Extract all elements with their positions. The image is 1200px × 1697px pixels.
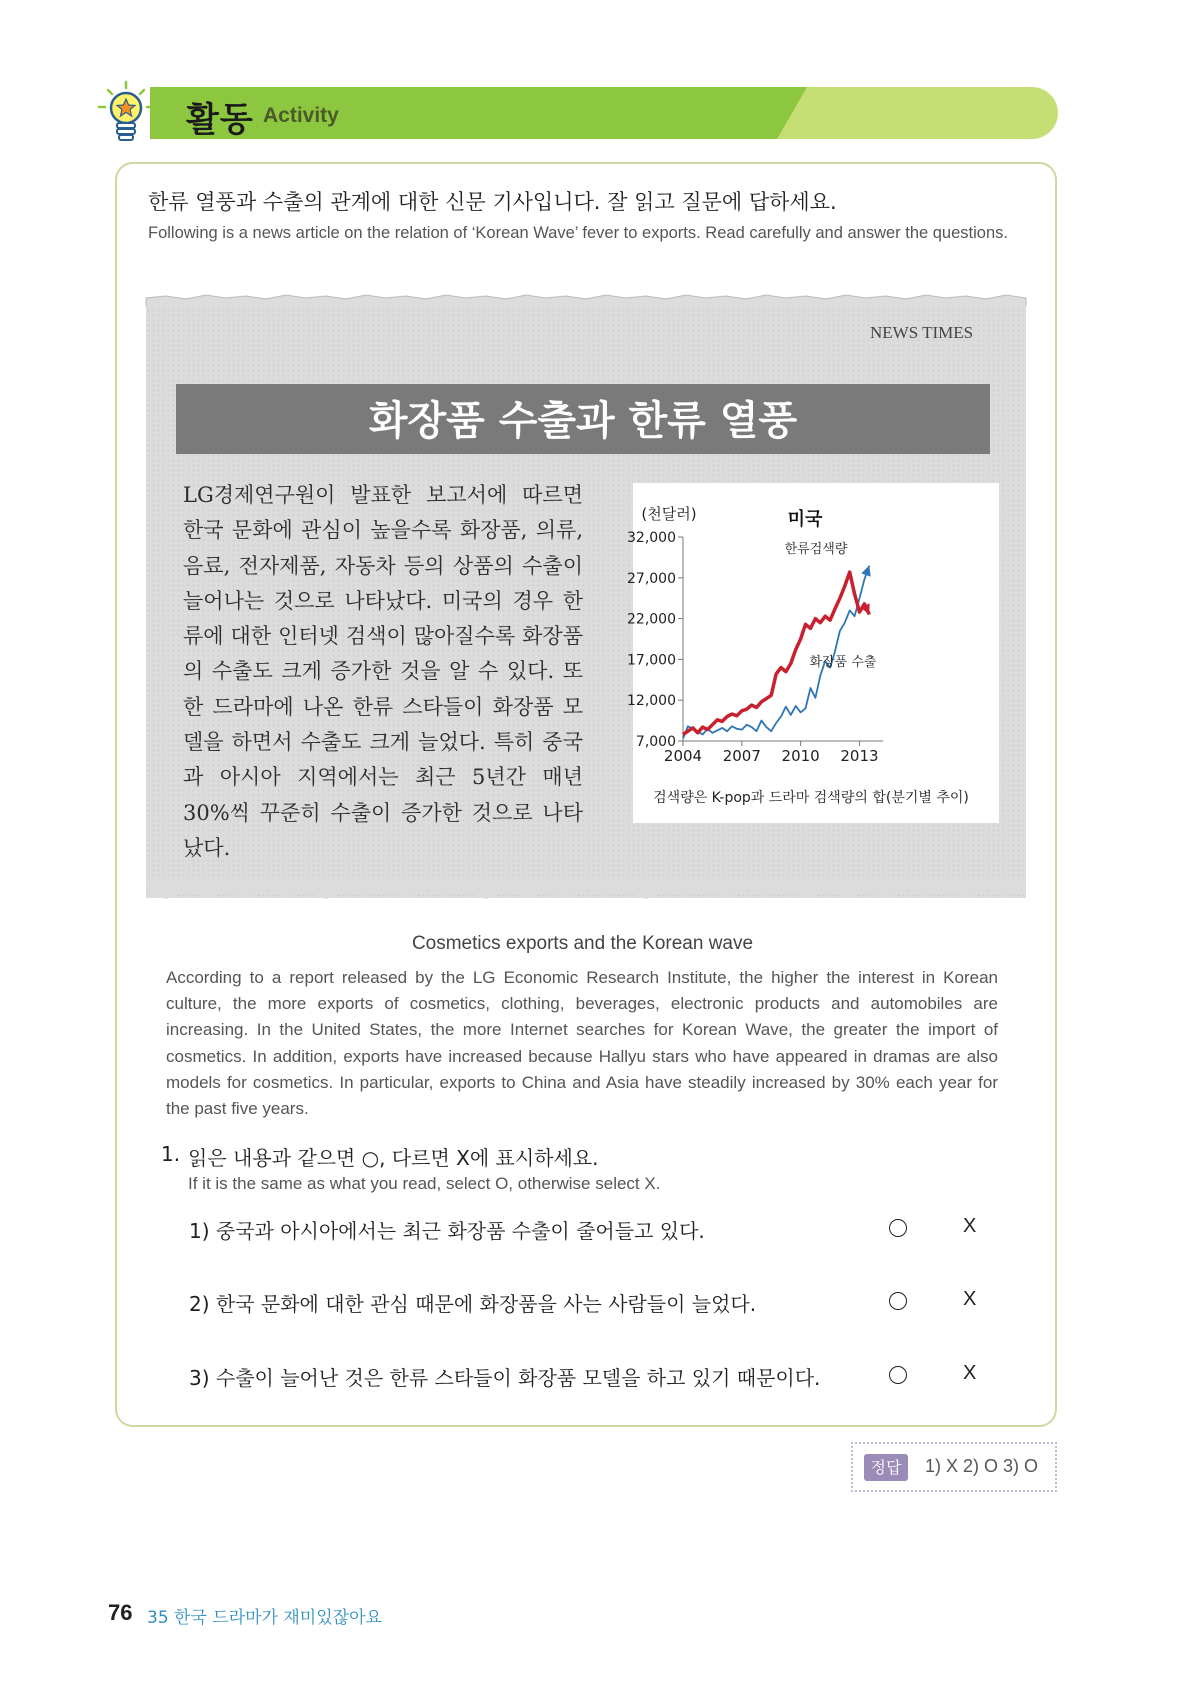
y-tick-label: 32,000 [627, 530, 676, 546]
activity-subtitle: Activity [263, 104, 339, 127]
question-item-2: 2) 한국 문화에 대한 관심 때문에 화장품을 사는 사람들이 늘었다. [189, 1292, 757, 1316]
torn-edge-bottom [146, 880, 1026, 910]
option-o-circle-3[interactable] [889, 1366, 907, 1384]
translation-body: According to a report released by the LG Economic Research Institute, the higher the interest in Korean culture, the more exports of cosmetics, clothing, beverages, electronic products and automobiles are increasing. In the United States, the more Internet searches for Korean Wave, the greater the import of cosmetics. In addition, exports have increased because Hallyu stars who have appeared in dramas are also models for cosmetics. In particular, exports to China and Asia have steadily increased by 30% each year for the past five years. [166, 968, 998, 1119]
x-tick-label: 2007 [722, 747, 761, 765]
question-number: 1. [161, 1142, 181, 1166]
x-tick-label: 2004 [663, 747, 703, 765]
y-tick-label: 22,000 [627, 611, 676, 628]
article-body: LG경제연구원이 발표한 보고서에 따르면 한국 문화에 관심이 높을수록 화장품, 의류, 음료, 전자제품, 자동차 등의 상품의 수출이 늘어나는 것으로 나타났다. 미국의 경우 한류에 대한 인터넷 검색이 많아질수록 화장품의 수출도 크게 증가한 것을 알 수 있다. 또한 드라마에 나온 한류 스타들이 화장품 모델을 하면서 수출도 크게 늘었다. 특히 중국과 아시아 지역에서는 최근 5년간 매년 30%씩 꾸준히 수출이 증가한 것으로 나타났다. [183, 483, 583, 860]
x-tick-label: 2010 [781, 747, 820, 765]
article-headline: 화장품 수출과 한류 열풍 [368, 398, 798, 444]
question-item-1: 1) 중국과 아시아에서는 최근 화장품 수출이 줄어들고 있다. [189, 1219, 705, 1243]
series-line-search-volume [683, 572, 869, 734]
answer-label: 정답 [864, 1454, 908, 1481]
question-item-3: 3) 수출이 늘어난 것은 한류 스타들이 화장품 모델을 하고 있기 때문이다. [189, 1366, 821, 1390]
newspaper-masthead: NEWS TIMES [870, 323, 974, 342]
chart-caption: 검색량은 K-pop과 드라마 검색량의 합(분기별 추이) [653, 790, 969, 806]
series-label-cosmetics-exports: 화장품 수출 [809, 655, 877, 670]
option-o-circle-2[interactable] [889, 1292, 907, 1310]
chart-title: 미국 [787, 509, 823, 530]
y-tick-label: 27,000 [627, 570, 676, 587]
question-english: If it is the same as what you read, select O, otherwise select X. [188, 1174, 661, 1193]
translation-title: Cosmetics exports and the Korean wave [411, 933, 754, 954]
page-number: 76 [108, 1600, 133, 1625]
option-x-1[interactable]: X [963, 1215, 977, 1237]
y-tick-label: 7,000 [635, 734, 676, 750]
option-x-2[interactable]: X [963, 1288, 977, 1310]
lightbulb-icon [96, 80, 156, 146]
x-tick-label: 2013 [840, 747, 879, 765]
chapter-title: 35 한국 드라마가 재미있잖아요 [147, 1608, 382, 1628]
option-o-circle-1[interactable] [889, 1219, 907, 1237]
line-chart [627, 483, 999, 823]
answer-text: 1) X 2) O 3) O [925, 1456, 1039, 1476]
y-tick-label: 12,000 [627, 693, 676, 710]
instruction-korean: 한류 열풍과 수출의 관계에 대한 신문 기사입니다. 잘 읽고 질문에 답하세요. [148, 190, 837, 214]
question-text: 읽은 내용과 같으면 ○, 다르면 X에 표시하세요. [188, 1146, 599, 1170]
y-axis-unit: (천달러) [641, 505, 697, 523]
y-tick-label: 17,000 [627, 652, 676, 669]
activity-title: 활동 [186, 100, 254, 140]
option-x-3[interactable]: X [963, 1362, 977, 1384]
torn-edge-top [146, 292, 1026, 306]
series-label-search-volume: 한류검색량 [784, 542, 848, 557]
instruction-english: Following is a news article on the relation of ‘Korean Wave’ fever to exports. Read carefully and answer the questions. [148, 224, 1008, 242]
